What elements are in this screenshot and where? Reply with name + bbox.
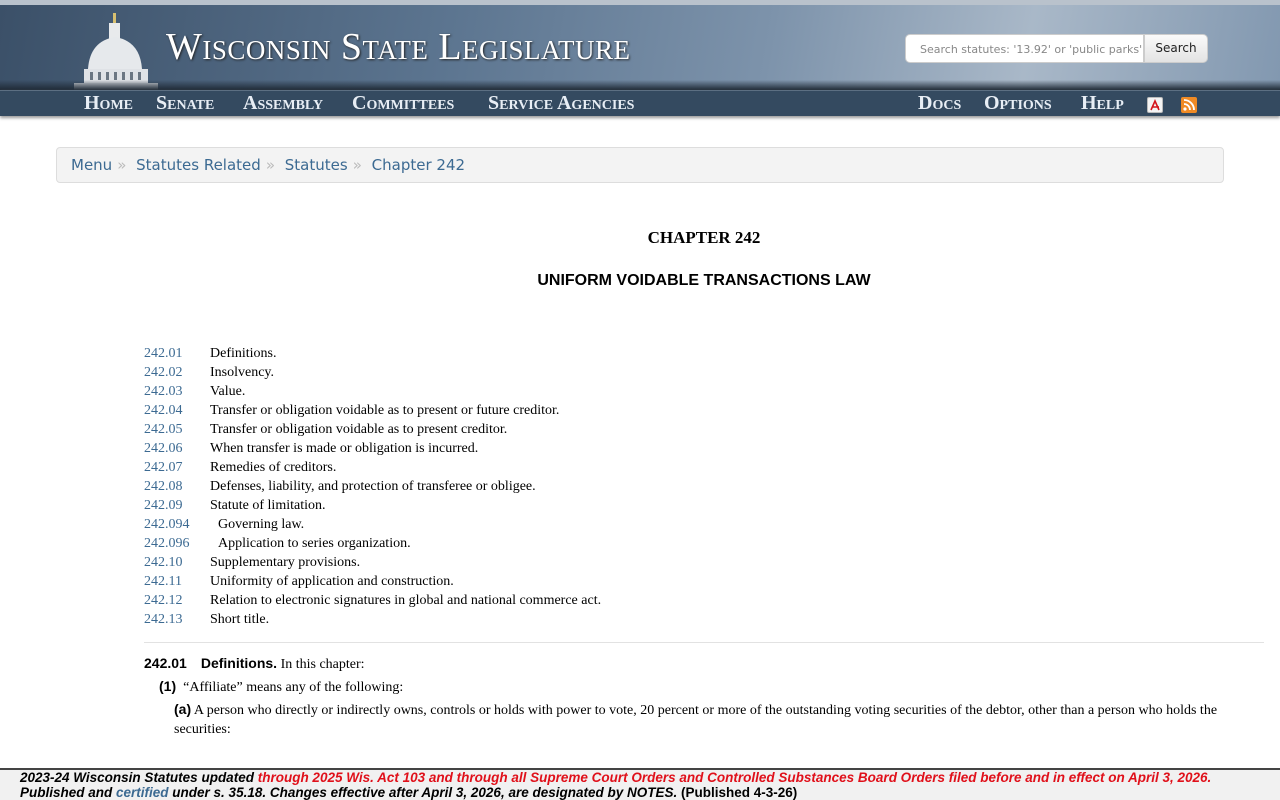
toc-row: [144, 401, 601, 420]
search-button[interactable]: Search: [1144, 34, 1208, 63]
nav-committees[interactable]: Committees: [352, 92, 455, 114]
nav-home[interactable]: Home: [84, 92, 133, 114]
toc-title: Transfer or obligation voidable as to present or future creditor.: [210, 403, 560, 418]
toc-row: [144, 534, 601, 553]
nav-service-agencies[interactable]: Service Agencies: [488, 92, 635, 114]
toc-row: [144, 515, 601, 534]
toc-row: [144, 420, 601, 439]
breadcrumb-statutes-related[interactable]: Statutes Related: [136, 156, 261, 174]
subsection-text: “Affiliate” means any of the following:: [183, 680, 404, 695]
published-date: (Published 4-3-26): [677, 785, 798, 800]
toc-title: Uniformity of application and construction.: [210, 574, 454, 589]
toc-title: Definitions.: [210, 346, 277, 361]
toc-row: [144, 477, 601, 496]
toc-row: [144, 344, 601, 363]
toc-title: Transfer or obligation voidable as to present creditor.: [210, 422, 508, 437]
toc-link[interactable]: 242.08: [144, 479, 183, 494]
pdf-icon[interactable]: [1147, 97, 1163, 113]
breadcrumb: Menu » Statutes Related » Statutes » Chapter 242: [56, 147, 1224, 183]
toc-row: [144, 591, 601, 610]
site-header: [0, 0, 1280, 90]
breadcrumb-chapter[interactable]: Chapter 242: [371, 156, 466, 174]
toc-link[interactable]: 242.11: [144, 574, 182, 589]
nav-senate[interactable]: Senate: [156, 92, 215, 114]
toc-row: [144, 610, 601, 629]
section-intro: In this chapter:: [280, 657, 365, 672]
paragraph-label: (a): [174, 701, 192, 717]
toc-title: Application to series organization.: [218, 536, 411, 551]
toc-row: [144, 382, 601, 401]
toc-title: Insolvency.: [210, 365, 275, 380]
certified-link[interactable]: certified: [116, 785, 169, 800]
footer-text: under s. 35.18. Changes effective after April 3, 2026, are designated by NOTES.: [168, 785, 678, 800]
nav-assembly[interactable]: Assembly: [243, 92, 324, 114]
site-title[interactable]: Wisconsin State Legislature: [166, 26, 631, 68]
toc-title: Statute of limitation.: [210, 498, 326, 513]
toc-link[interactable]: 242.02: [144, 365, 183, 380]
rss-icon[interactable]: [1181, 97, 1197, 113]
table-of-contents: [144, 344, 601, 629]
toc-link[interactable]: 242.01: [144, 346, 183, 361]
toc-link[interactable]: 242.094: [144, 517, 190, 532]
toc-title: Relation to electronic signatures in global and national commerce act.: [210, 593, 602, 608]
divider: [144, 642, 1264, 643]
toc-title: Governing law.: [218, 517, 305, 532]
toc-link[interactable]: 242.06: [144, 441, 183, 456]
toc-title: When transfer is made or obligation is incurred.: [210, 441, 479, 456]
toc-link[interactable]: 242.096: [144, 536, 190, 551]
main-nav: [0, 90, 1280, 116]
chapter-title: CHAPTER 242: [647, 228, 761, 247]
chapter-subtitle: UNIFORM VOIDABLE TRANSACTIONS LAW: [537, 272, 871, 289]
footer-notice: [0, 768, 1280, 800]
toc-link[interactable]: 242.04: [144, 403, 183, 418]
toc-title: Value.: [210, 384, 246, 399]
toc-link[interactable]: 242.03: [144, 384, 183, 399]
toc-row: [144, 458, 601, 477]
toc-link[interactable]: 242.07: [144, 460, 183, 475]
section-242-01: [144, 654, 1268, 739]
nav-help[interactable]: Help: [1081, 92, 1124, 114]
toc-link[interactable]: 242.10: [144, 555, 183, 570]
breadcrumb-menu[interactable]: Menu: [71, 156, 113, 174]
section-heading: Definitions.: [200, 655, 278, 671]
toc-row: [144, 496, 601, 515]
section-number: 242.01: [144, 655, 187, 671]
toc-row: [144, 363, 601, 382]
nav-docs[interactable]: Docs: [918, 92, 962, 114]
toc-link[interactable]: 242.09: [144, 498, 183, 513]
toc-title: Remedies of creditors.: [210, 460, 337, 475]
toc-row: [144, 439, 601, 458]
toc-row: [144, 553, 601, 572]
search-input[interactable]: Search statutes: '13.92' or 'public parks': [905, 34, 1144, 63]
toc-title: Short title.: [210, 612, 270, 627]
toc-link[interactable]: 242.12: [144, 593, 183, 608]
capitol-dome-logo[interactable]: [72, 13, 160, 95]
footer-text: 2023-24 Wisconsin Statutes updated: [20, 770, 258, 785]
toc-row: [144, 572, 601, 591]
toc-link[interactable]: 242.13: [144, 612, 183, 627]
toc-title: Defenses, liability, and protection of transferee or obligee.: [210, 479, 536, 494]
paragraph-text: A person who directly or indirectly owns, controls or holds with power to vote, 20 percent or more of the outstanding voting securities of the debtor, other than a person who holds the securities:: [174, 703, 1218, 737]
subsection-label: (1): [159, 678, 177, 694]
toc-title: Supplementary provisions.: [210, 555, 361, 570]
nav-options[interactable]: Options: [984, 92, 1052, 114]
footer-update-text: through 2025 Wis. Act 103 and through all Supreme Court Orders and Controlled Substances Board Orders filed before and in effect on April 3, 2026.: [257, 770, 1212, 785]
toc-link[interactable]: 242.05: [144, 422, 183, 437]
breadcrumb-statutes[interactable]: Statutes: [284, 156, 348, 174]
footer-text: Published and: [20, 785, 117, 800]
